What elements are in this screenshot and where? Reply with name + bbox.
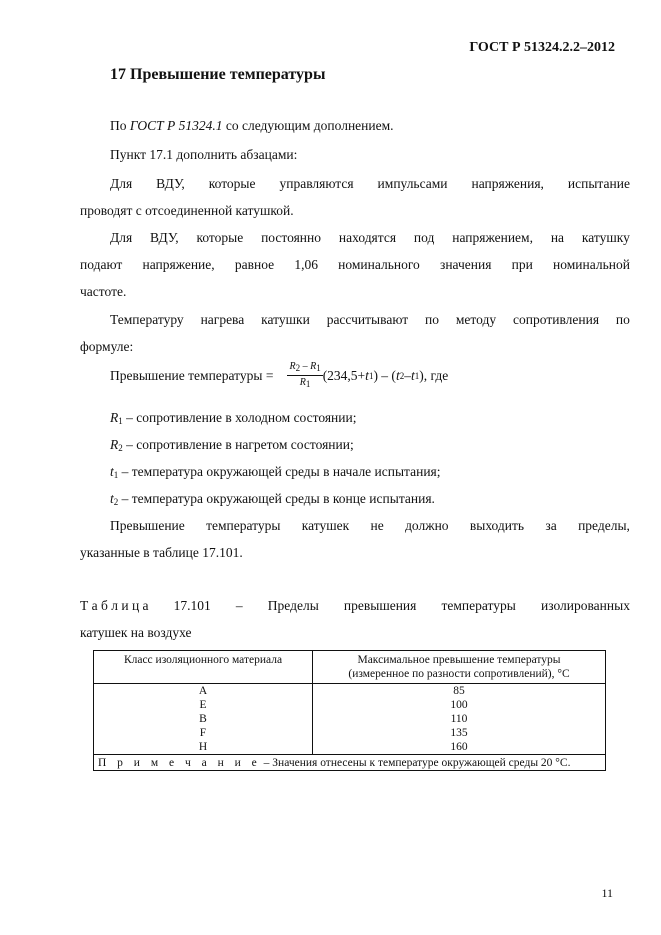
para4-line2	[80, 257, 630, 273]
word: напряжения,	[471, 176, 544, 191]
word: которые	[196, 230, 244, 245]
word: должно	[405, 518, 449, 533]
section-title: 17 Превышение температуры	[110, 66, 326, 83]
word: ВДУ,	[150, 230, 179, 245]
table-header-class: Класс изоляционного материала	[94, 651, 313, 684]
word: напряжением,	[452, 230, 533, 245]
table-row: H 160	[94, 740, 606, 755]
word: подают	[80, 257, 123, 272]
table-row: A 85	[94, 684, 606, 699]
word: за	[545, 518, 557, 533]
word: постоянно	[261, 230, 322, 245]
table-caption-line2: катушек на воздухе	[80, 625, 192, 640]
text-fragment: со следующим дополнением.	[222, 118, 394, 133]
insulation-table	[93, 650, 606, 771]
word: по	[615, 312, 630, 327]
definition-t2: $t_2$ – температура окружающей среды в конце испытания.	[110, 491, 435, 507]
para3-line2: проводят с отсоединенной катушкой.	[80, 203, 294, 218]
word: нагрева	[200, 312, 245, 327]
word: 1,06	[294, 257, 318, 272]
table-row: F 135	[94, 726, 606, 740]
word: при	[511, 257, 533, 272]
word: управляются	[279, 176, 354, 191]
table-note: П р и м е ч а н и е – Значения отнесены к температуре окружающей среды 20 °С.	[94, 755, 606, 771]
word: выходить	[469, 518, 525, 533]
word: Для	[110, 230, 133, 245]
table-note-row	[94, 755, 606, 771]
paragraph-instruction: Пункт 17.1 дополнить абзацами:	[110, 147, 298, 162]
word: номинальной	[553, 257, 630, 272]
word: рассчитывают	[326, 312, 409, 327]
table-row: E 100	[94, 698, 606, 712]
table-row: B 110	[94, 712, 606, 726]
word: температуры	[206, 518, 281, 533]
word: –	[235, 598, 243, 613]
word: катушек	[301, 518, 350, 533]
word: Для	[110, 176, 133, 191]
word: номинального	[338, 257, 420, 272]
word: под	[413, 230, 435, 245]
word: катушку	[581, 230, 630, 245]
para4-line3: частоте.	[80, 284, 127, 299]
word: находятся	[338, 230, 397, 245]
word: катушки	[261, 312, 310, 327]
definition-r2: $R_2$ – сопротивление в нагретом состоянии;	[110, 437, 354, 453]
formula-fraction: $\frac{R_2 - R_1}{R_1}$	[289, 361, 321, 389]
document-id: ГОСТ Р 51324.2.2–2012	[469, 40, 615, 55]
table-header-max-rise: Максимальное превышение температуры (измеренное по разности сопротивлений), °С	[313, 651, 606, 684]
para5-line1	[110, 312, 630, 328]
para4-line1	[110, 230, 630, 246]
word: превышения	[343, 598, 417, 613]
word: значения	[439, 257, 492, 272]
definition-t1: $t_1$ – температура окружающей среды в начале испытания;	[110, 464, 441, 480]
word: Пределы	[267, 598, 319, 613]
definition-r1: $R_1$ – сопротивление в холодном состоянии;	[110, 410, 357, 426]
formula-label: Превышение температуры =	[110, 367, 274, 383]
word: 17.101	[173, 598, 211, 613]
word: на	[550, 230, 565, 245]
para6-line1	[110, 518, 630, 534]
word: методу	[455, 312, 497, 327]
word: изолированных	[540, 598, 630, 613]
word: Т а б л и ц а	[80, 598, 149, 613]
table-caption-line1	[80, 598, 630, 614]
word: Превышение	[110, 518, 185, 533]
para6-line2: указанные в таблице 17.101.	[80, 545, 243, 560]
word: температуры	[441, 598, 516, 613]
formula: Превышение температуры = $\frac{R_2 - R_1}{R_1}$ (234,5+ t 1 ) – ( t 2 – t 1 ), где	[110, 361, 449, 389]
page-number: 11	[601, 886, 613, 900]
word: не	[370, 518, 384, 533]
word: Температуру	[110, 312, 184, 327]
para5-line2: формуле:	[80, 339, 134, 354]
word: напряжение,	[142, 257, 215, 272]
text-fragment: По	[110, 118, 130, 133]
standard-reference: ГОСТ Р 51324.1	[129, 118, 223, 133]
word: пределы,	[578, 518, 630, 533]
paragraph-reference	[110, 118, 394, 134]
word: импульсами	[377, 176, 448, 191]
para3-line1	[110, 176, 630, 192]
word: испытание	[567, 176, 630, 191]
word: ВДУ,	[156, 176, 185, 191]
word: равное	[234, 257, 275, 272]
word: которые	[208, 176, 256, 191]
word: по	[425, 312, 439, 327]
word: сопротивления	[513, 312, 600, 327]
